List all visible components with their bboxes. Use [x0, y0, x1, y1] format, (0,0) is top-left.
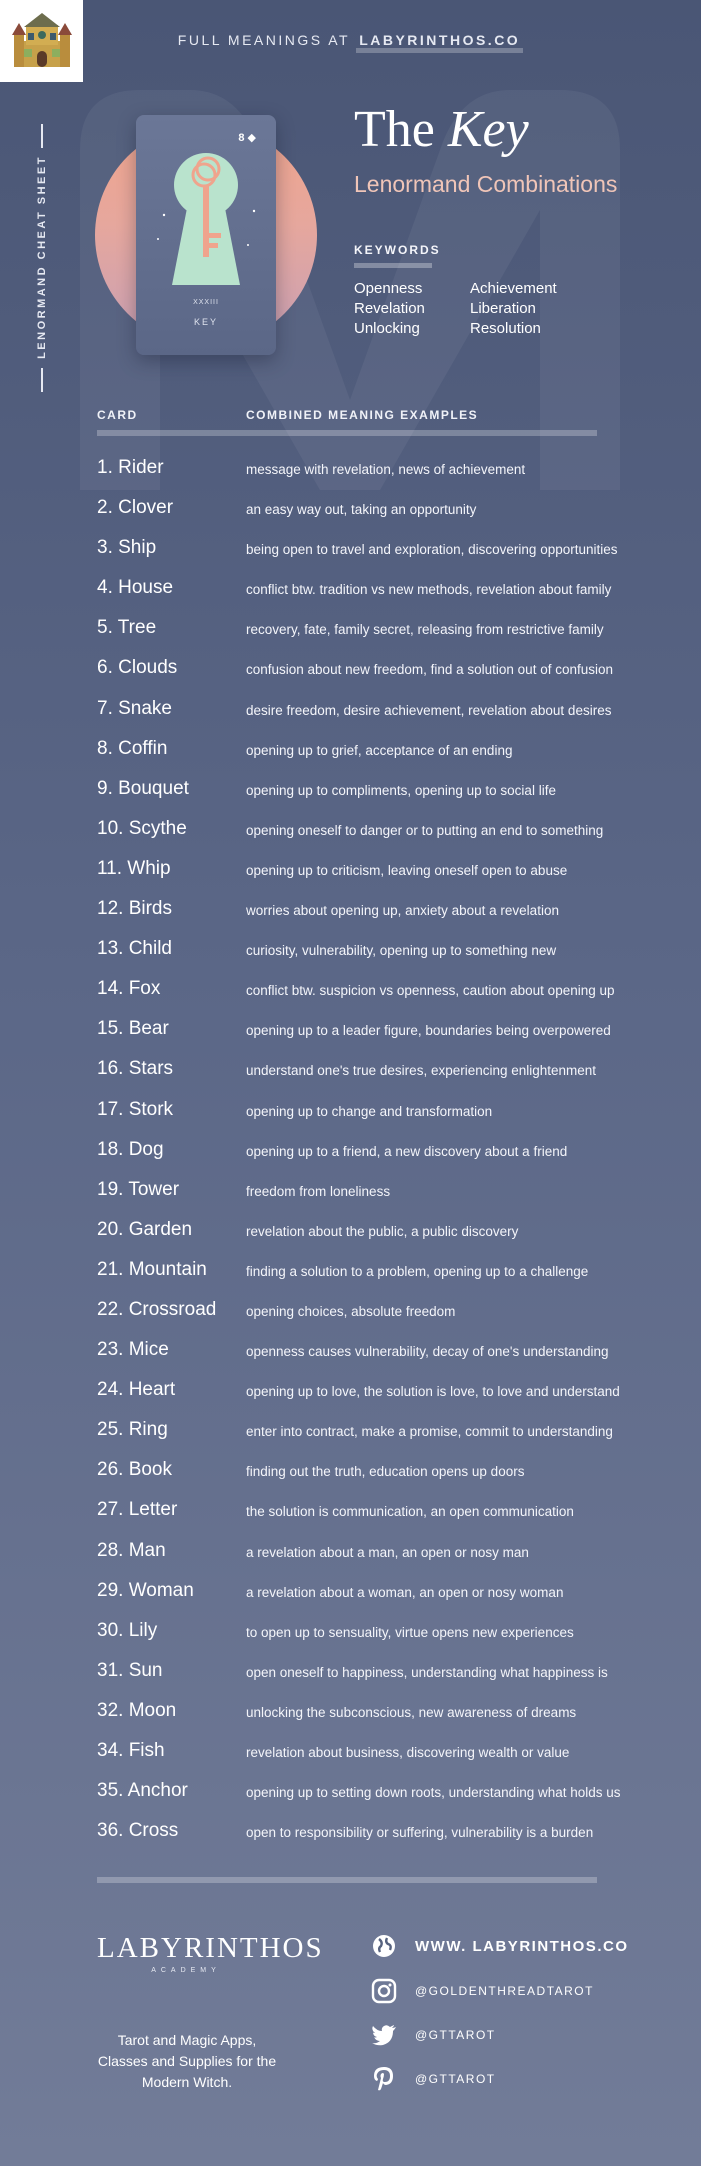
row-card-name: 3. Ship — [97, 537, 157, 559]
table-row — [97, 1813, 677, 1853]
table-row — [97, 1252, 677, 1292]
row-meaning: confusion about new freedom, find a solution out of confusion — [246, 662, 613, 678]
row-meaning: opening up to setting down roots, understanding what holds us — [246, 1785, 621, 1801]
instagram-icon — [369, 1976, 399, 2006]
twitter-icon — [369, 2020, 399, 2050]
row-card-name: 7. Snake — [97, 697, 172, 719]
title-italic: Key — [447, 101, 529, 158]
sidebar-divider-bottom — [41, 368, 43, 392]
row-card-name: 9. Bouquet — [97, 777, 189, 799]
full-meanings-site[interactable]: LABYRINTHOS.CO — [356, 32, 523, 53]
row-card-name: 27. Letter — [97, 1499, 178, 1521]
table-row — [97, 1051, 677, 1091]
row-meaning: opening up to grief, acceptance of an ending — [246, 742, 513, 758]
page-subtitle: Lenormand Combinations — [354, 171, 618, 197]
table-row — [97, 1653, 677, 1693]
keyword: Resolution — [470, 320, 541, 337]
column-header-meaning: COMBINED MEANING EXAMPLES — [246, 408, 479, 422]
table-row — [97, 1292, 677, 1332]
row-meaning: revelation about the public, a public discovery — [246, 1223, 519, 1239]
footer-pinterest-link[interactable] — [369, 2064, 496, 2094]
row-card-name: 19. Tower — [97, 1178, 180, 1200]
keyword: Revelation — [354, 300, 425, 317]
table-row — [97, 1412, 677, 1452]
card-number-text: 8 — [238, 132, 245, 144]
row-meaning: understand one's true desires, experiencing enlightenment — [246, 1063, 597, 1079]
sidebar-vertical-label: LENORMAND CHEAT SHEET — [36, 155, 48, 359]
row-meaning: conflict btw. suspicion vs openness, caution about opening up — [246, 983, 615, 999]
table-row — [97, 1573, 677, 1613]
table-row — [97, 891, 677, 931]
row-card-name: 28. Man — [97, 1539, 166, 1561]
row-meaning: opening oneself to danger or to putting an end to something — [246, 822, 604, 838]
table-row — [97, 1172, 677, 1212]
table-row — [97, 1332, 677, 1372]
row-meaning: openness causes vulnerability, decay of one's understanding — [246, 1344, 609, 1360]
row-meaning: finding a solution to a problem, opening up to a challenge — [246, 1263, 589, 1279]
table-row — [97, 971, 677, 1011]
table-row — [97, 811, 677, 851]
row-meaning: open oneself to happiness, understanding what happiness is — [246, 1664, 608, 1680]
row-card-name: 31. Sun — [97, 1659, 163, 1681]
row-meaning: enter into contract, make a promise, commit to understanding — [246, 1424, 613, 1440]
keywords-heading: KEYWORDS — [354, 243, 441, 257]
table-row — [97, 1092, 677, 1132]
row-card-name: 6. Clouds — [97, 657, 178, 679]
table-row — [97, 1011, 677, 1051]
row-meaning: opening up to compliments, opening up to social life — [246, 782, 556, 798]
table-bottom-rule — [97, 1877, 597, 1883]
row-card-name: 32. Moon — [97, 1699, 177, 1721]
pinterest-icon — [369, 2064, 399, 2094]
keyword: Openness — [354, 280, 423, 297]
keyword: Unlocking — [354, 320, 420, 337]
row-card-name: 11. Whip — [97, 857, 171, 879]
column-header-card: CARD — [97, 408, 138, 422]
row-card-name: 5. Tree — [97, 617, 157, 639]
table-row — [97, 1773, 677, 1813]
table-top-rule — [97, 430, 597, 436]
keywords-underline — [354, 263, 432, 268]
row-meaning: revelation about business, discovering wealth or value — [246, 1745, 570, 1760]
row-meaning: open to responsibility or suffering, vulnerability is a burden — [246, 1825, 594, 1841]
row-meaning: finding out the truth, education opens up doors — [246, 1464, 525, 1480]
row-meaning: a revelation about a man, an open or nosy man — [246, 1544, 529, 1560]
row-meaning: opening up to a friend, a new discovery about a friend — [246, 1143, 568, 1159]
row-meaning: opening choices, absolute freedom — [246, 1303, 456, 1319]
footer-instagram-text[interactable]: @GOLDENTHREADTAROT — [415, 1984, 594, 1998]
keyword: Achievement — [470, 280, 557, 297]
row-meaning: freedom from loneliness — [246, 1183, 391, 1199]
row-meaning: message with revelation, news of achievement — [246, 462, 526, 477]
table-row — [97, 731, 677, 771]
footer-brand-sub: ACADEMY — [151, 1967, 221, 1974]
row-card-name: 4. House — [97, 577, 174, 599]
globe-icon — [369, 1931, 399, 1961]
row-card-name: 20. Garden — [97, 1218, 193, 1240]
table-row — [97, 1613, 677, 1653]
table-row — [97, 691, 677, 731]
row-card-name: 24. Heart — [97, 1379, 176, 1401]
footer-brand-name[interactable]: LABYRINTHOS — [97, 1932, 324, 1964]
row-card-name: 34. Fish — [97, 1740, 165, 1761]
table-row — [97, 530, 677, 570]
table-row — [97, 650, 677, 690]
page-title — [354, 100, 529, 159]
footer-pinterest-text[interactable]: @GTTAROT — [415, 2072, 496, 2086]
row-card-name: 1. Rider — [97, 457, 164, 478]
footer-tagline: Tarot and Magic Apps, Classes and Supplies for the Modern Witch. — [97, 2032, 277, 2090]
row-card-name: 23. Mice — [97, 1339, 169, 1361]
table-row — [97, 490, 677, 530]
row-card-name: 16. Stars — [97, 1058, 174, 1080]
full-meanings-prefix: FULL MEANINGS AT — [177, 32, 357, 48]
footer-instagram-link[interactable] — [369, 1976, 594, 2006]
footer-website-link[interactable] — [369, 1931, 629, 1961]
row-card-name: 30. Lily — [97, 1619, 158, 1641]
row-card-name: 2. Clover — [97, 497, 174, 519]
footer-website-text[interactable]: WWW. LABYRINTHOS.CO — [415, 1937, 629, 1955]
row-meaning: opening up to love, the solution is love, to love and understand — [246, 1384, 620, 1400]
table-row — [97, 1212, 677, 1252]
row-card-name: 12. Birds — [97, 898, 172, 920]
row-card-name: 29. Woman — [97, 1579, 194, 1601]
row-meaning: conflict btw. tradition vs new methods, revelation about family — [246, 582, 612, 598]
combinations-table — [97, 450, 677, 1853]
table-row — [97, 1132, 677, 1172]
row-meaning: being open to travel and exploration, discovering opportunities — [246, 542, 618, 558]
row-card-name: 14. Fox — [97, 978, 161, 1000]
title-prefix: The — [354, 101, 448, 158]
table-row — [97, 771, 677, 811]
table-row — [97, 1533, 677, 1573]
row-meaning: recovery, fate, family secret, releasing from restrictive family — [246, 622, 604, 638]
row-card-name: 13. Child — [97, 938, 172, 960]
table-row — [97, 570, 677, 610]
row-meaning: unlocking the subconscious, new awareness of dreams — [246, 1704, 577, 1720]
row-meaning: opening up to a leader figure, boundaries being overpowered — [246, 1023, 611, 1039]
card-roman-numeral: XXXIII — [193, 299, 219, 306]
row-card-name: 21. Mountain — [97, 1258, 207, 1280]
row-meaning: curiosity, vulnerability, opening up to something new — [246, 943, 557, 959]
row-card-name: 25. Ring — [97, 1419, 168, 1441]
row-meaning: opening up to criticism, leaving oneself open to abuse — [246, 862, 568, 878]
row-meaning: to open up to sensuality, virtue opens new experiences — [246, 1624, 574, 1640]
table-row — [97, 1733, 677, 1773]
row-meaning: an easy way out, taking an opportunity — [246, 502, 477, 518]
row-card-name: 17. Stork — [97, 1098, 174, 1120]
row-meaning: the solution is communication, an open communication — [246, 1504, 574, 1520]
table-row — [97, 1492, 677, 1532]
sidebar-divider-top — [41, 124, 43, 148]
table-row — [97, 1372, 677, 1412]
footer-twitter-link[interactable] — [369, 2020, 496, 2050]
table-row — [97, 450, 677, 490]
row-card-name: 10. Scythe — [97, 817, 187, 839]
row-meaning: desire freedom, desire achievement, revelation about desires — [246, 702, 612, 718]
row-card-name: 18. Dog — [97, 1138, 164, 1160]
row-card-name: 22. Crossroad — [97, 1298, 217, 1320]
key-card-illustration — [136, 115, 276, 355]
table-row — [97, 851, 677, 891]
table-row — [97, 1693, 677, 1733]
keywords-right-column — [470, 279, 557, 339]
keyword: Liberation — [470, 300, 536, 317]
row-card-name: 36. Cross — [97, 1820, 179, 1842]
row-meaning: worries about opening up, anxiety about a revelation — [246, 903, 559, 919]
card-name: KEY — [193, 317, 218, 327]
row-meaning: opening up to change and transformation — [246, 1103, 493, 1119]
diamond-icon: ◆ — [247, 132, 256, 144]
keyhole-icon — [136, 115, 276, 295]
footer-twitter-text[interactable]: @GTTAROT — [415, 2028, 496, 2042]
full-meanings-link[interactable] — [0, 32, 701, 48]
row-card-name: 15. Bear — [97, 1018, 169, 1040]
row-card-name: 8. Coffin — [97, 737, 168, 759]
table-row — [97, 610, 677, 650]
row-card-name: 26. Book — [97, 1459, 172, 1481]
table-row — [97, 931, 677, 971]
keywords-left-column — [354, 279, 425, 339]
row-card-name: 35. Anchor — [97, 1780, 188, 1802]
row-meaning: a revelation about a woman, an open or nosy woman — [246, 1584, 564, 1600]
table-row — [97, 1452, 677, 1492]
